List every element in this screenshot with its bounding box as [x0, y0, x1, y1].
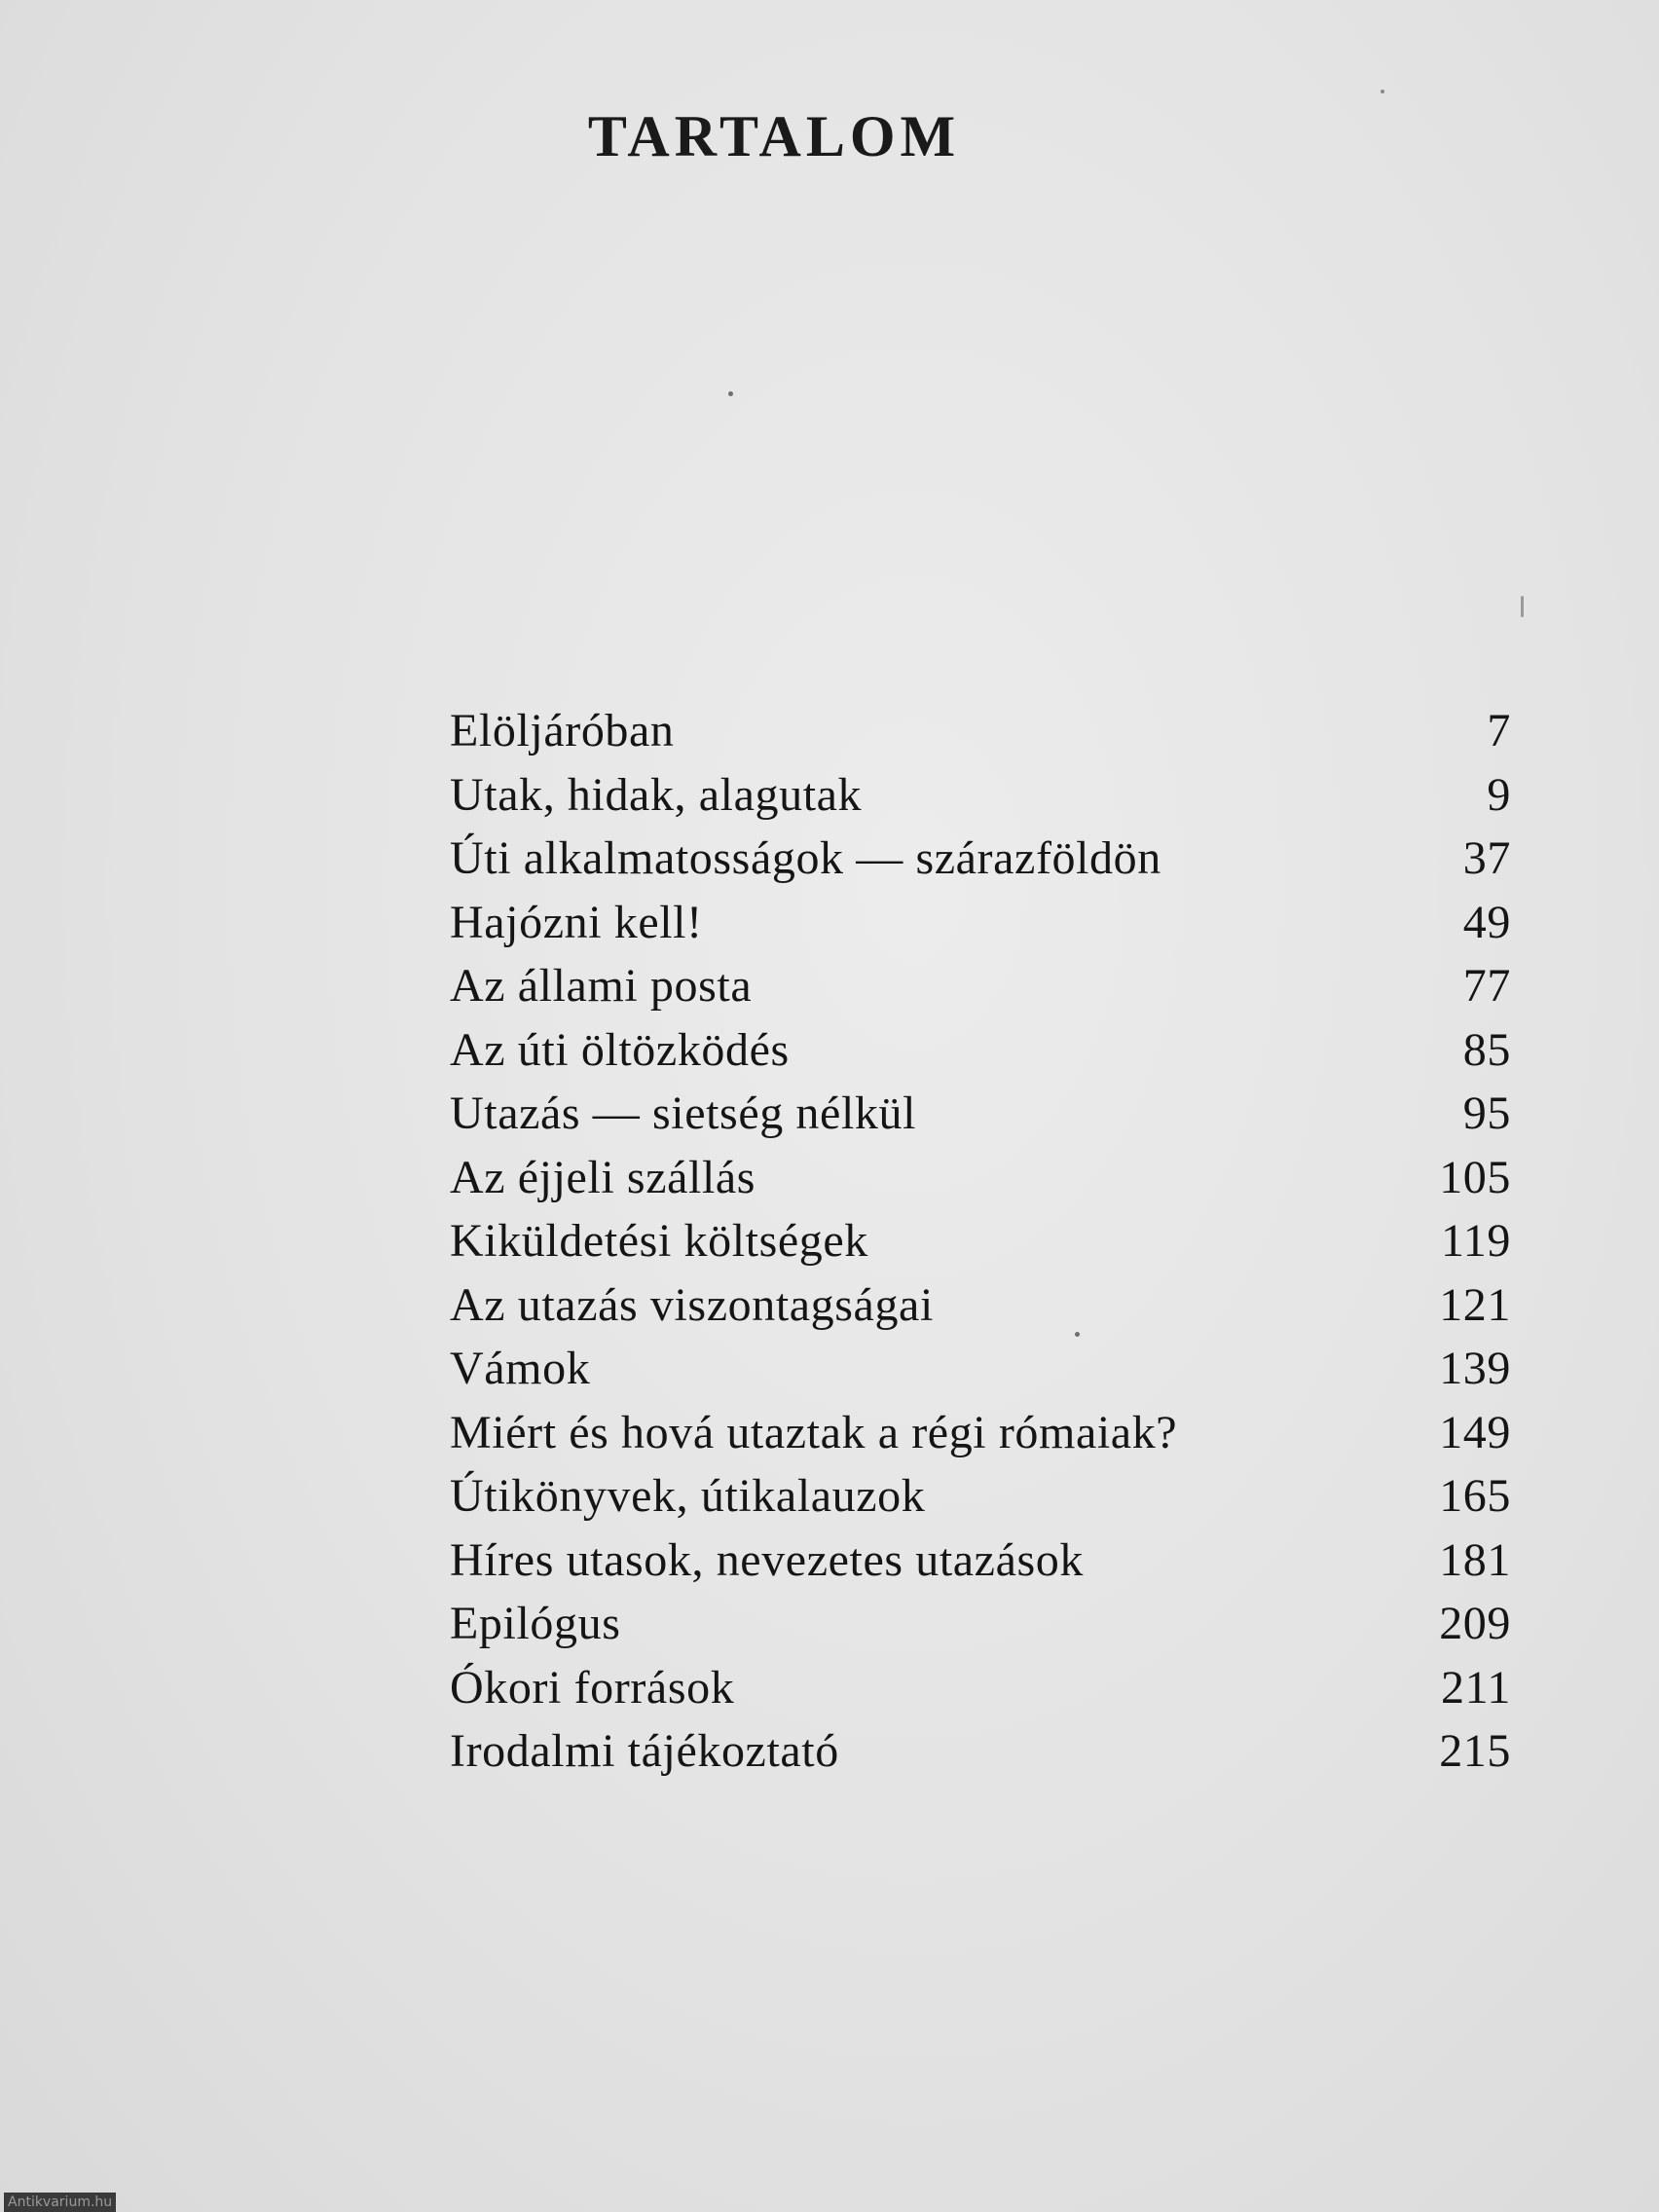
toc-entry-page: 211: [1440, 1661, 1511, 1714]
toc-entry: [450, 1337, 1511, 1401]
toc-entry-title: Az úti öltözködés: [450, 1023, 790, 1076]
toc-entry-title: Elöljáróban: [450, 705, 675, 756]
toc-entry-page: 85: [1462, 1023, 1511, 1076]
toc-entry: [450, 1401, 1511, 1465]
page-title: TARTALOM: [587, 104, 961, 169]
toc-entry: [450, 891, 1511, 955]
toc-entry-title: Hajózni kell!: [450, 896, 703, 948]
toc-entry-title: Utazás — sietség nélkül: [450, 1088, 917, 1139]
toc-entry: [450, 827, 1511, 891]
toc-entry-page: 77: [1462, 960, 1511, 1012]
toc-entry-title: Vámok: [450, 1343, 591, 1394]
toc-entry-title: Útikönyvek, útikalauzok: [450, 1470, 926, 1522]
toc-entry-page: 95: [1462, 1088, 1511, 1139]
toc-entry: [450, 1209, 1511, 1273]
toc-entry-title: Híres utasok, nevezetes utazások: [450, 1533, 1084, 1586]
toc-entry: [450, 1082, 1511, 1146]
toc-entry-page: 105: [1439, 1151, 1511, 1203]
paper-speck: [1381, 90, 1384, 93]
toc-entry-page: 121: [1439, 1278, 1511, 1331]
paper-speck: [1521, 596, 1524, 617]
toc-entry-title: Utak, hidak, alagutak: [450, 768, 863, 821]
toc-entry-title: Irodalmi tájékoztató: [450, 1725, 839, 1777]
toc-entry-page: 215: [1439, 1725, 1511, 1777]
toc-entry-page: 37: [1462, 832, 1511, 884]
toc-entry-page: 49: [1462, 896, 1511, 948]
paper-speck: [728, 391, 733, 396]
toc-entry: [450, 699, 1511, 763]
toc-entry-page: 9: [1487, 768, 1511, 821]
toc-entry-page: 165: [1439, 1470, 1511, 1522]
toc-entry: [450, 1273, 1511, 1338]
toc-entry: [450, 1656, 1511, 1720]
toc-entry-page: 119: [1440, 1215, 1511, 1267]
toc-entry: [450, 763, 1511, 828]
toc-entry-title: Epilógus: [450, 1598, 621, 1649]
toc-entry: [450, 1719, 1511, 1784]
toc-entry-title: Az éjjeli szállás: [450, 1151, 756, 1203]
toc-entry: [450, 1018, 1511, 1083]
toc-entry-page: 209: [1439, 1598, 1511, 1649]
toc-entry-title: Ókori források: [450, 1661, 735, 1714]
toc-entry-page: 139: [1439, 1343, 1511, 1394]
watermark: Antikvarium.hu: [4, 2193, 116, 2212]
toc-entry: [450, 1529, 1511, 1593]
toc-entry: [450, 1464, 1511, 1529]
toc-entry-page: 7: [1487, 705, 1511, 756]
toc-entry-title: Az utazás viszontagságai: [450, 1278, 934, 1331]
toc-entry-title: Az állami posta: [450, 960, 753, 1012]
table-of-contents: [450, 699, 1511, 1784]
paper-speck: [1075, 1332, 1080, 1337]
toc-entry-page: 149: [1439, 1406, 1511, 1458]
toc-entry-page: 181: [1439, 1533, 1511, 1586]
toc-entry: [450, 1146, 1511, 1210]
toc-entry-title: Úti alkalmatosságok — szárazföldön: [450, 832, 1161, 884]
toc-entry: [450, 954, 1511, 1018]
toc-entry-title: Miért és hová utaztak a régi rómaiak?: [450, 1406, 1178, 1458]
toc-entry: [450, 1592, 1511, 1656]
toc-entry-title: Kiküldetési költségek: [450, 1215, 868, 1267]
